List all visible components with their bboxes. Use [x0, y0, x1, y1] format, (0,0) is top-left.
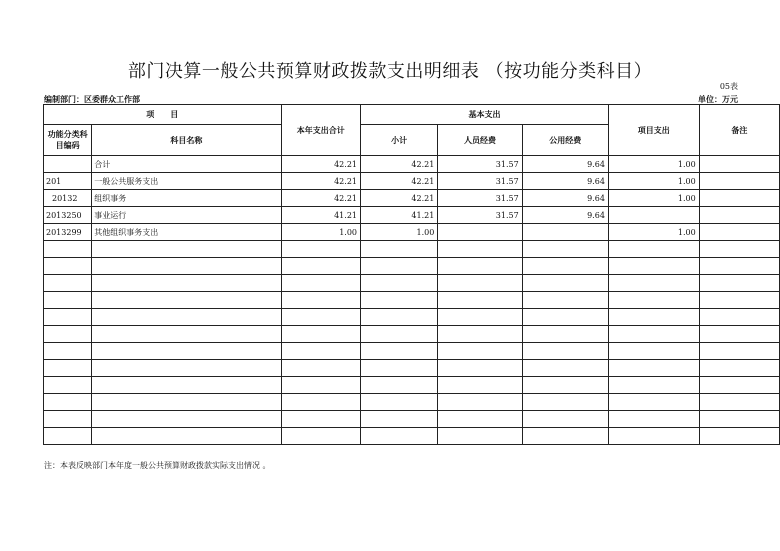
blank-row [44, 309, 780, 326]
code-cell [44, 258, 92, 275]
table-row [44, 173, 780, 190]
blank-row [44, 411, 780, 428]
unit-label: 单位：万元 [698, 94, 738, 104]
header-basic: 基本支出 [361, 105, 609, 125]
code-cell [44, 156, 92, 173]
total-cell [281, 258, 360, 275]
personnel-cell [438, 377, 522, 394]
total-cell: 41.21 [281, 207, 360, 224]
public-cell [522, 275, 608, 292]
public-cell [522, 360, 608, 377]
project-cell [608, 360, 699, 377]
project-cell [608, 258, 699, 275]
organization-label: 编制部门：区委群众工作部 [44, 94, 140, 104]
personnel-cell [438, 360, 522, 377]
total-cell [281, 360, 360, 377]
footnote: 注：本表反映部门本年度一般公共预算财政拨款实际支出情况 。 [44, 461, 271, 470]
personnel-cell [438, 394, 522, 411]
blank-row [44, 326, 780, 343]
header-remark: 备注 [699, 105, 779, 156]
personnel-cell [438, 411, 522, 428]
expenditure-table [43, 104, 780, 445]
name-cell: 事业运行 [92, 207, 281, 224]
page-title: 部门决算一般公共预算财政拨款支出明细表 （按功能分类科目） [127, 61, 653, 82]
subtotal-cell: 1.00 [361, 224, 438, 241]
code-cell [44, 292, 92, 309]
name-cell [92, 292, 281, 309]
code-cell [44, 360, 92, 377]
personnel-cell: 31.57 [438, 207, 522, 224]
subtotal-cell [361, 428, 438, 445]
project-cell: 1.00 [608, 156, 699, 173]
subtotal-cell [361, 394, 438, 411]
personnel-cell [438, 292, 522, 309]
total-cell [281, 309, 360, 326]
public-cell [522, 343, 608, 360]
name-cell [92, 411, 281, 428]
remark-cell [699, 360, 779, 377]
table-row [44, 207, 780, 224]
project-cell [608, 292, 699, 309]
remark-cell [699, 292, 779, 309]
public-cell: 9.64 [522, 156, 608, 173]
total-cell: 1.00 [281, 224, 360, 241]
code-cell [44, 275, 92, 292]
remark-cell [699, 241, 779, 258]
public-cell: 9.64 [522, 173, 608, 190]
personnel-cell [438, 275, 522, 292]
remark-cell [699, 207, 779, 224]
name-cell [92, 326, 281, 343]
subtotal-cell [361, 241, 438, 258]
remark-cell [699, 428, 779, 445]
project-cell [608, 309, 699, 326]
remark-cell [699, 343, 779, 360]
code-cell [44, 394, 92, 411]
remark-cell [699, 394, 779, 411]
project-cell [608, 411, 699, 428]
total-cell [281, 428, 360, 445]
subtotal-cell [361, 258, 438, 275]
header-name: 科目名称 [92, 125, 281, 156]
name-cell [92, 241, 281, 258]
personnel-cell [438, 326, 522, 343]
project-cell [608, 394, 699, 411]
header-project: 项目支出 [608, 105, 699, 156]
code-cell [44, 326, 92, 343]
blank-row [44, 275, 780, 292]
project-cell [608, 241, 699, 258]
name-cell [92, 258, 281, 275]
name-cell [92, 377, 281, 394]
header-public: 公用经费 [522, 125, 608, 156]
total-cell: 42.21 [281, 156, 360, 173]
personnel-cell [438, 309, 522, 326]
public-cell [522, 241, 608, 258]
public-cell [522, 377, 608, 394]
remark-cell [699, 258, 779, 275]
personnel-cell [438, 343, 522, 360]
subtotal-cell [361, 377, 438, 394]
header-personnel: 人员经费 [438, 125, 522, 156]
name-cell: 合计 [92, 156, 281, 173]
personnel-cell: 31.57 [438, 190, 522, 207]
code-cell [44, 377, 92, 394]
personnel-cell [438, 224, 522, 241]
name-cell: 组织事务 [92, 190, 281, 207]
remark-cell [699, 173, 779, 190]
public-cell [522, 326, 608, 343]
name-cell [92, 309, 281, 326]
public-cell [522, 309, 608, 326]
subtotal-cell: 42.21 [361, 173, 438, 190]
blank-row [44, 360, 780, 377]
personnel-cell: 31.57 [438, 156, 522, 173]
subtotal-cell: 42.21 [361, 190, 438, 207]
subtotal-cell: 42.21 [361, 156, 438, 173]
personnel-cell: 31.57 [438, 173, 522, 190]
name-cell: 一般公共服务支出 [92, 173, 281, 190]
table-row [44, 224, 780, 241]
name-cell [92, 275, 281, 292]
public-cell [522, 292, 608, 309]
code-cell: 2013250 [44, 207, 92, 224]
name-cell [92, 394, 281, 411]
header-item: 项 目 [44, 105, 282, 125]
public-cell [522, 411, 608, 428]
code-cell [44, 343, 92, 360]
total-cell [281, 275, 360, 292]
personnel-cell [438, 258, 522, 275]
total-cell [281, 241, 360, 258]
remark-cell [699, 411, 779, 428]
subtotal-cell [361, 292, 438, 309]
name-cell [92, 428, 281, 445]
code-cell: 201 [44, 173, 92, 190]
personnel-cell [438, 428, 522, 445]
table-row [44, 190, 780, 207]
total-cell [281, 377, 360, 394]
name-cell [92, 343, 281, 360]
personnel-cell [438, 241, 522, 258]
public-cell [522, 428, 608, 445]
code-cell: 2013299 [44, 224, 92, 241]
subtotal-cell [361, 360, 438, 377]
total-cell [281, 343, 360, 360]
remark-cell [699, 275, 779, 292]
name-cell [92, 360, 281, 377]
remark-cell [699, 377, 779, 394]
total-cell [281, 292, 360, 309]
project-cell [608, 343, 699, 360]
public-cell: 9.64 [522, 207, 608, 224]
code-cell [44, 411, 92, 428]
public-cell [522, 224, 608, 241]
code-cell [44, 309, 92, 326]
blank-row [44, 258, 780, 275]
project-cell [608, 275, 699, 292]
subtotal-cell: 41.21 [361, 207, 438, 224]
header-code: 功能分类科目编码 [44, 125, 92, 156]
code-cell [44, 428, 92, 445]
table-row [44, 156, 780, 173]
project-cell [608, 326, 699, 343]
project-cell [608, 207, 699, 224]
subtotal-cell [361, 326, 438, 343]
total-cell [281, 411, 360, 428]
remark-cell [699, 190, 779, 207]
total-cell [281, 326, 360, 343]
project-cell: 1.00 [608, 173, 699, 190]
subtotal-cell [361, 343, 438, 360]
project-cell [608, 377, 699, 394]
remark-cell [699, 326, 779, 343]
public-cell: 9.64 [522, 190, 608, 207]
project-cell: 1.00 [608, 224, 699, 241]
header-total: 本年支出合计 [281, 105, 360, 156]
name-cell: 其他组织事务支出 [92, 224, 281, 241]
total-cell: 42.21 [281, 173, 360, 190]
blank-row [44, 241, 780, 258]
header-subtotal: 小计 [361, 125, 438, 156]
subtotal-cell [361, 411, 438, 428]
remark-cell [699, 156, 779, 173]
public-cell [522, 258, 608, 275]
project-cell [608, 428, 699, 445]
code-cell: 20132 [44, 190, 92, 207]
blank-row [44, 428, 780, 445]
blank-row [44, 343, 780, 360]
total-cell [281, 394, 360, 411]
blank-row [44, 394, 780, 411]
blank-row [44, 377, 780, 394]
project-cell: 1.00 [608, 190, 699, 207]
blank-row [44, 292, 780, 309]
total-cell: 42.21 [281, 190, 360, 207]
remark-cell [699, 309, 779, 326]
public-cell [522, 394, 608, 411]
form-number: 05表 [719, 82, 738, 91]
code-cell [44, 241, 92, 258]
remark-cell [699, 224, 779, 241]
subtotal-cell [361, 275, 438, 292]
subtotal-cell [361, 309, 438, 326]
